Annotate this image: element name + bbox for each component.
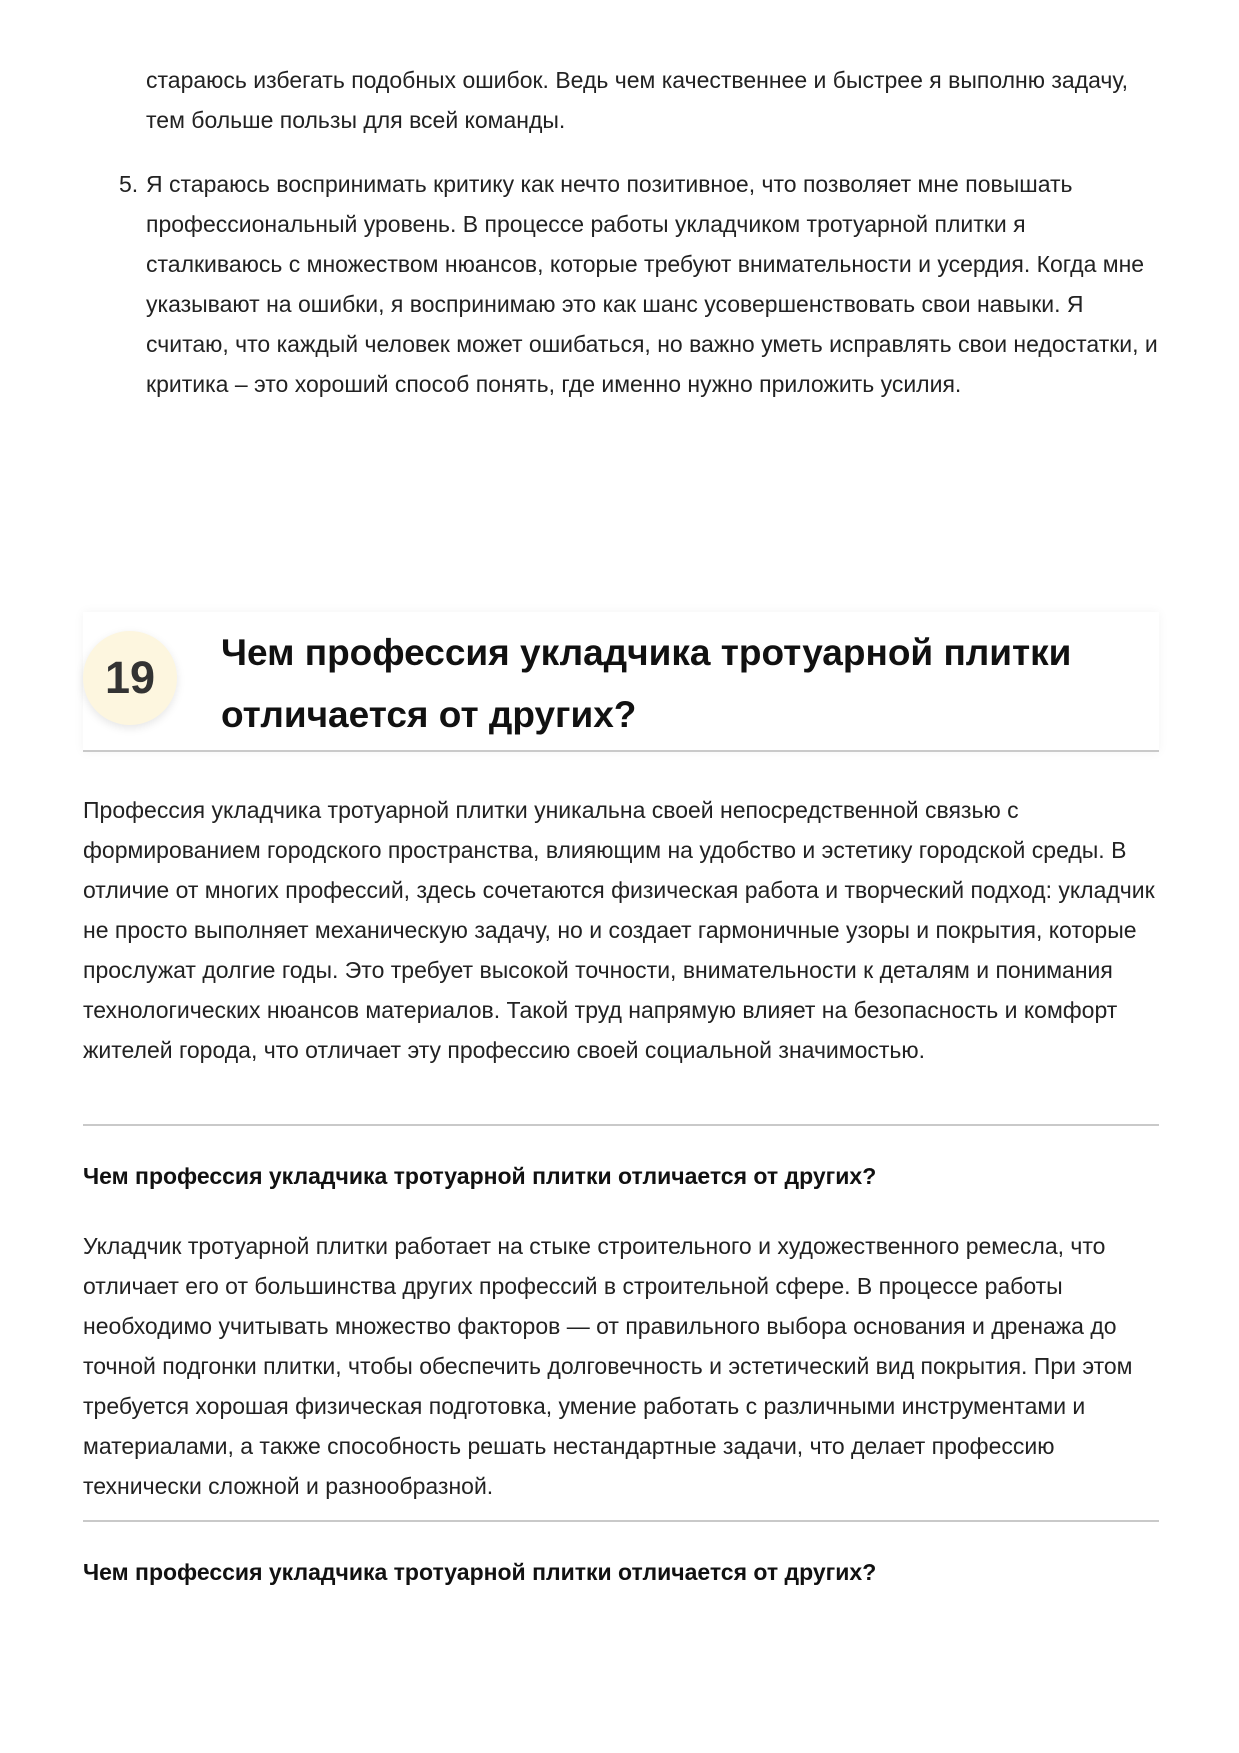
- answer-paragraph: Укладчик тротуарной плитки работает на стыке строительного и художественного ремесла, что отличает его от большинства других профессий в строительной сфере. В процессе работы необходимо учитывать множество факторов — от правильного выбора основания и дренажа до точной подгонки плитки, чтобы обеспечить долговечность и эстетический вид покрытия. При этом требуется хорошая физическая подготовка, умение работать с различными инструментами и материалами, а также способность решать нестандартные задачи, что делает профессию технически сложной и разнообразной.: [83, 1233, 1133, 1499]
- question-heading: Чем профессия укладчика тротуарной плитки отличается от других?: [83, 1559, 877, 1585]
- question-heading: Чем профессия укладчика тротуарной плитки отличается от других?: [83, 1163, 877, 1189]
- section-header: [83, 612, 1159, 752]
- list-item-number: 5.: [119, 171, 139, 197]
- section-title: Чем профессия укладчика тротуарной плитки отличается от других?: [221, 632, 1072, 735]
- divider: [83, 1124, 1159, 1126]
- divider: [83, 1520, 1159, 1522]
- section-intro-paragraph: Профессия укладчика тротуарной плитки уникальна своей непосредственной связью с формированием городского пространства, влияющим на удобство и эстетику городской среды. В отличие от многих профессий, здесь сочетаются физическая работа и творческий подход: укладчик не просто выполняет механическую задачу, но и создает гармоничные узоры и покрытия, которые прослужат долгие годы. Это требует высокой точности, внимательности к деталям и понимания технологических нюансов материалов. Такой труд напрямую влияет на безопасность и комфорт жителей города, что отличает эту профессию своей социальной значимостью.: [83, 797, 1155, 1063]
- section-number-badge: 19: [83, 631, 177, 725]
- list-item-5: [119, 164, 1159, 404]
- list-item-text: Я стараюсь воспринимать критику как нечто позитивное, что позволяет мне повышать профессиональный уровень. В процессе работы укладчиком тротуарной плитки я сталкиваюсь с множеством нюансов, которые требуют внимательности и усердия. Когда мне указывают на ошибки, я воспринимаю это как шанс усовершенствовать свои навыки. Я считаю, что каждый человек может ошибаться, но важно уметь исправлять свои недостатки, и критика – это хороший способ понять, где именно нужно приложить усилия.: [146, 171, 1158, 397]
- list-item-continuation: стараюсь избегать подобных ошибок. Ведь чем качественнее и быстрее я выполню задачу, тем больше пользы для всей команды.: [146, 67, 1128, 133]
